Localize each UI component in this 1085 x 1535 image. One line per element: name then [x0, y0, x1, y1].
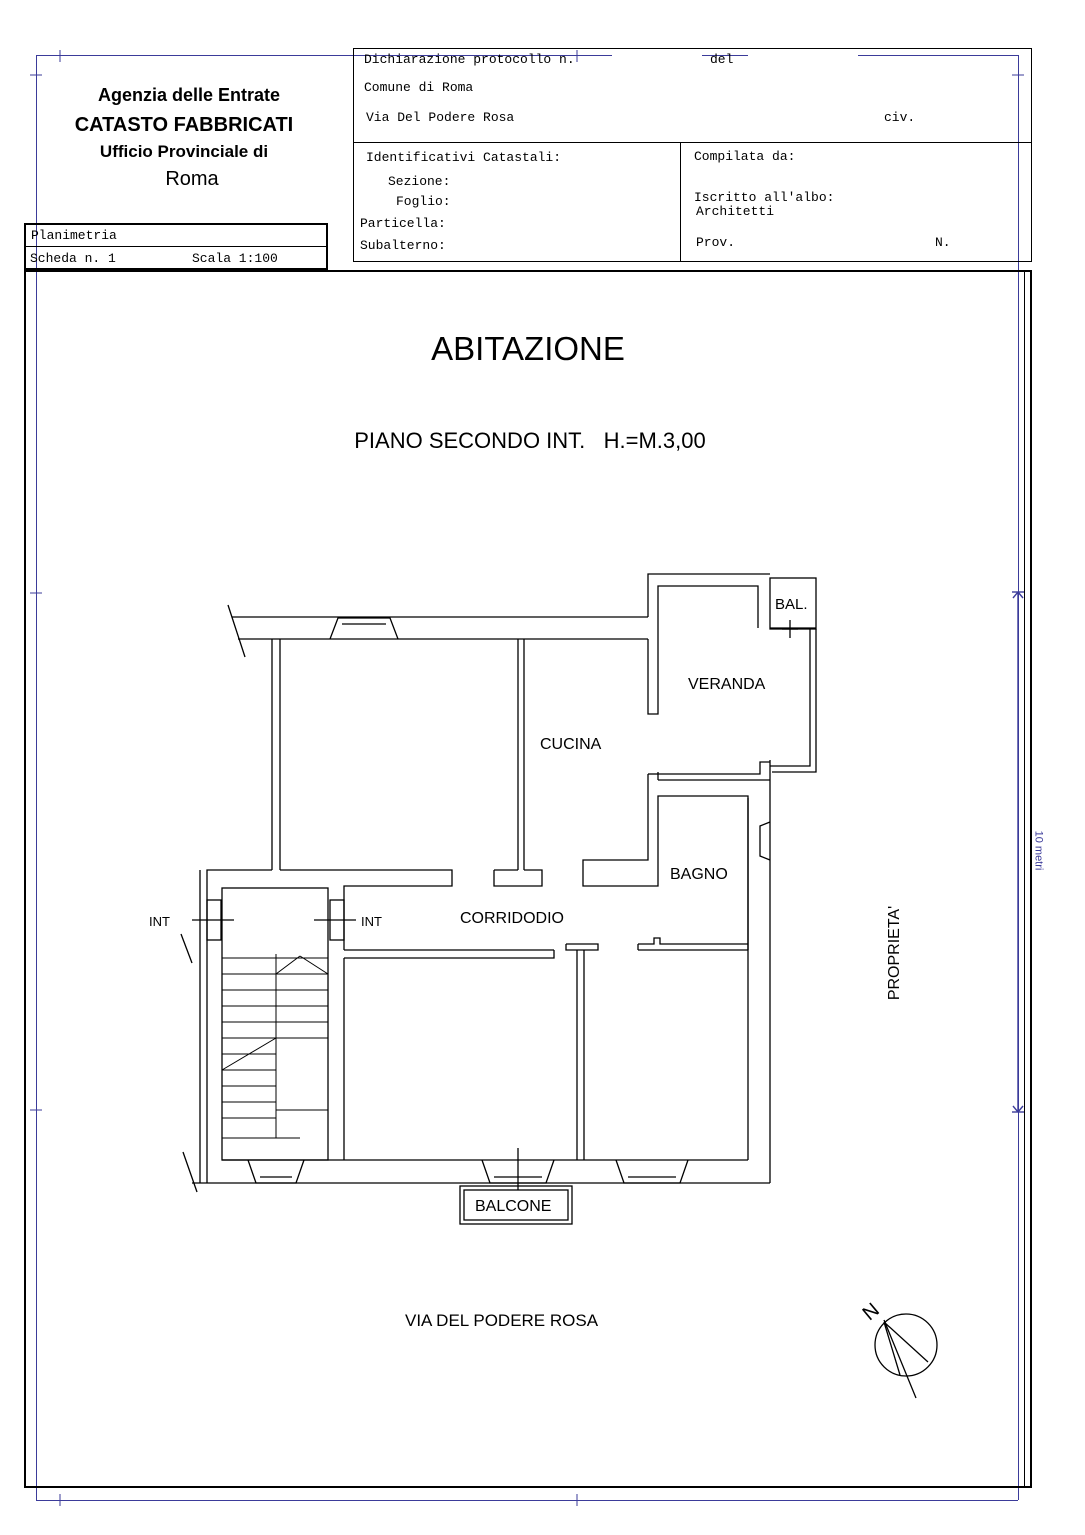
- scala-label: Scala 1:100: [192, 251, 278, 266]
- foglio-label: Foglio:: [396, 194, 451, 209]
- room-label-cucina: CUCINA: [540, 736, 602, 753]
- wall-top-left-break: [228, 605, 245, 657]
- room-label-corridoio: CORRIDODIO: [460, 910, 564, 927]
- wall-veranda-right: [770, 629, 810, 766]
- scale-label: 10 metri: [1032, 830, 1045, 871]
- window-right: [760, 822, 770, 860]
- iscritto-label: Iscritto all'albo:: [694, 190, 835, 205]
- particella-label: Particella:: [360, 216, 446, 231]
- door-label-int-left: INT: [149, 914, 170, 929]
- room-label-bagno: BAGNO: [670, 866, 728, 883]
- identificativi-label: Identificativi Catastali:: [366, 150, 562, 165]
- subalterno-label: Subalterno:: [360, 238, 446, 253]
- via-label: Via Del Podere Rosa: [366, 110, 515, 125]
- stair-enclosure: [222, 888, 328, 1160]
- sezione-label: Sezione:: [388, 174, 451, 189]
- window-right-room: [616, 1160, 688, 1183]
- plan-subtitle: PIANO SECONDO INT. H.=M.3,00: [354, 428, 706, 453]
- street-label: VIA DEL PODERE ROSA: [405, 1311, 599, 1330]
- prov-label: Prov.: [696, 235, 736, 250]
- room-label-balcone: BALCONE: [475, 1198, 552, 1215]
- room-label-bal: BAL.: [775, 596, 808, 613]
- ufficio-label: Ufficio Provinciale di: [99, 142, 269, 161]
- civ-label: civ.: [884, 110, 916, 125]
- catasto-title: CATASTO FABBRICATI: [74, 114, 294, 136]
- door-label-int-right: INT: [361, 914, 382, 929]
- stair-treads: [222, 954, 328, 1138]
- agency-name: Agenzia delle Entrate: [97, 85, 281, 105]
- compilata-label: Compilata da:: [694, 149, 796, 164]
- window-stair: [248, 1160, 304, 1183]
- comune-label: Comune di Roma: [364, 80, 474, 95]
- albo-label: Architetti: [696, 204, 775, 219]
- proprieta-label: PROPRIETA': [886, 905, 903, 1001]
- wall-veranda-inner: [648, 586, 758, 714]
- city-label: Roma: [165, 168, 219, 190]
- scheda-label: Scheda n. 1: [30, 251, 116, 266]
- plan-title: ABITAZIONE: [431, 330, 625, 367]
- room-label-veranda: VERANDA: [688, 676, 766, 693]
- window-top: [330, 618, 398, 639]
- north-letter: N: [858, 1298, 884, 1326]
- del-label: del: [710, 52, 734, 67]
- dichiarazione-label: Dichiarazione protocollo n.: [364, 52, 575, 67]
- planimetria-label: Planimetria: [31, 228, 117, 243]
- wall-veranda-outer: [648, 574, 770, 617]
- n-label: N.: [935, 235, 951, 250]
